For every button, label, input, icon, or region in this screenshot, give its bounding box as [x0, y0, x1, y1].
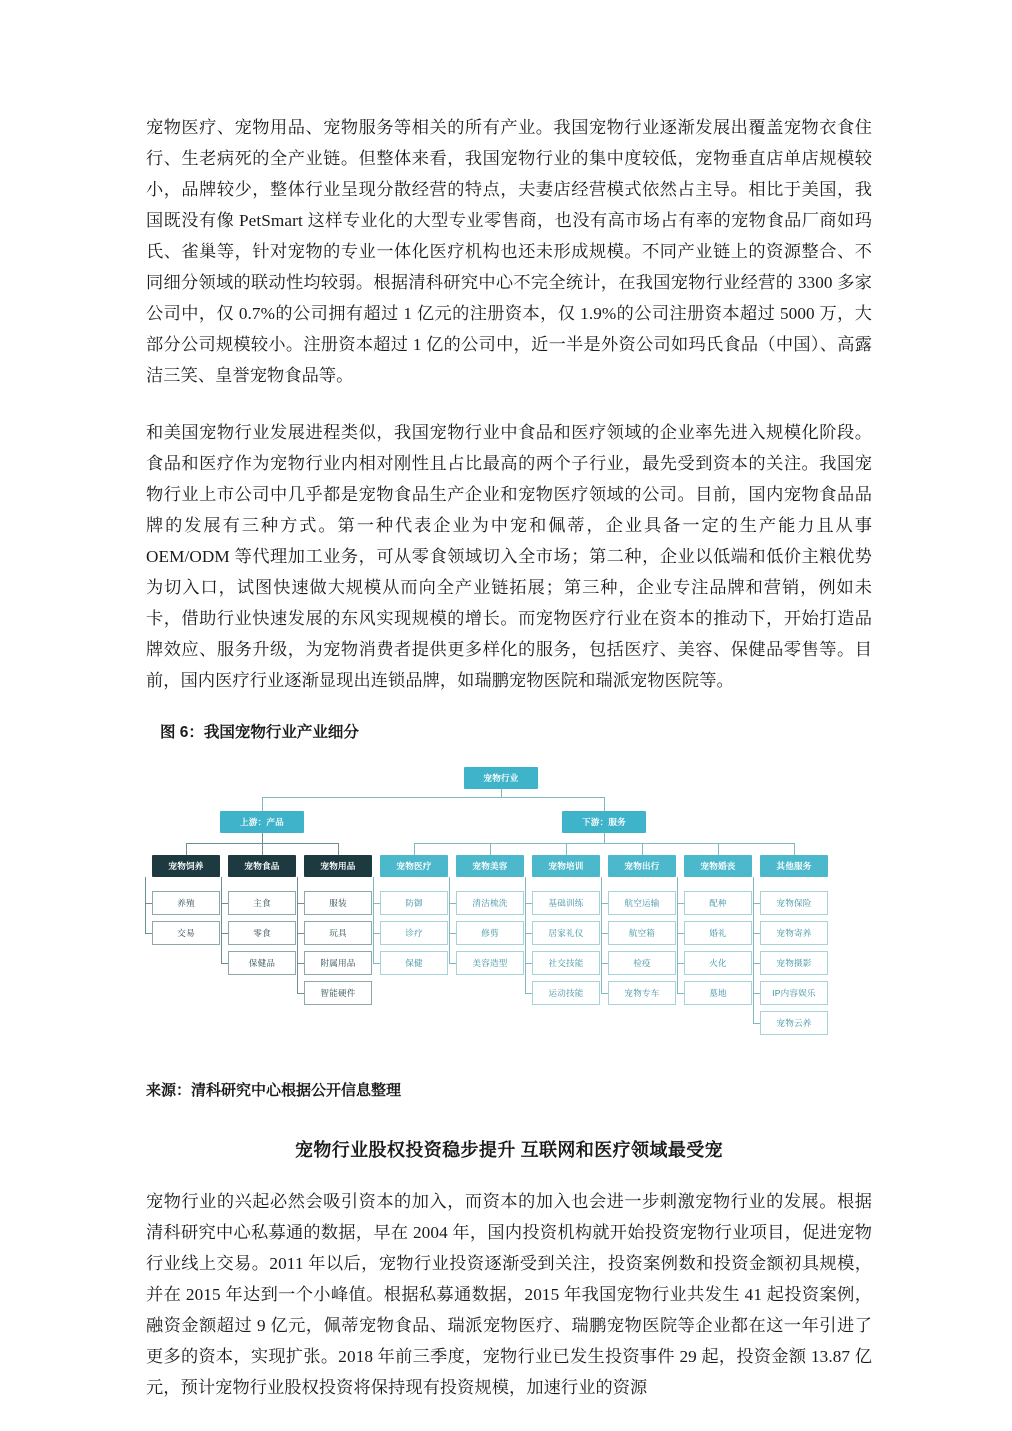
- connector-to-category: [566, 843, 567, 855]
- connector-category-spine: [677, 877, 678, 993]
- diagram-leaf-2-3: 保健品: [228, 951, 296, 975]
- diagram-leaf-8-4: 墓地: [684, 981, 752, 1005]
- diagram-root-node: 宠物行业: [464, 767, 538, 789]
- paragraph-3: 宠物行业的兴起必然会吸引资本的加入，而资本的加入也会进一步刺激宠物行业的发展。根据清科研究中心私募通的数据，早在 2004 年，国内投资机构就开始投资宠物行业项目，促进宠物行业线上交易。2011 年以后，宠物行业投资逐渐受到关注，投资案例数和投资金额初具规模，并在 2015 年达到一个小峰值。根据私募通数据，2015 年我国宠物行业共发生 41 起投资案例，融资金额超过 9 亿元，佩蒂宠物食品、瑞派宠物医疗、瑞鹏宠物医院等企业都在这一年引进了更多的资本，实现扩张。2018 年前三季度，宠物行业已发生投资事件 29 起，投资金额 13.87 亿元，预计宠物行业股权投资将保持现有投资规模，加速行业的资源: [146, 1192, 872, 1397]
- section-heading: 宠物行业股权投资稳步提升 互联网和医疗领域最受宠: [294, 1140, 724, 1160]
- diagram-leaf-7-2: 航空箱: [608, 921, 676, 945]
- connector-to-leaf: [145, 933, 152, 934]
- connector-to-leaf: [373, 933, 380, 934]
- connector-branch-down: [262, 833, 263, 843]
- connector-to-leaf: [297, 933, 304, 934]
- connector-to-leaf: [601, 993, 608, 994]
- figure-title: 图 6：我国宠物行业产业细分: [160, 724, 359, 741]
- connector-to-leaf: [525, 903, 532, 904]
- diagram-leaf-3-2: 玩具: [304, 921, 372, 945]
- connector-to-leaf: [753, 903, 760, 904]
- connector-category-spine: [449, 877, 450, 963]
- connector-to-leaf: [449, 933, 456, 934]
- connector-to-category: [490, 843, 491, 855]
- diagram-leaf-6-2: 居家礼仪: [532, 921, 600, 945]
- connector-to-leaf: [145, 903, 152, 904]
- diagram-leaf-4-1: 防御: [380, 891, 448, 915]
- connector-to-leaf: [221, 963, 228, 964]
- diagram-category-4: 宠物医疗: [380, 855, 448, 877]
- connector-to-leaf: [525, 963, 532, 964]
- page-content: [146, 112, 872, 1429]
- connector-to-leaf: [525, 933, 532, 934]
- connector-to-leaf: [753, 933, 760, 934]
- diagram-category-2: 宠物食品: [228, 855, 296, 877]
- connector-category-spine: [753, 877, 754, 1023]
- connector-category-spine: [373, 877, 374, 963]
- diagram-canvas: [146, 758, 872, 1068]
- paragraph-1: 宠物医疗、宠物用品、宠物服务等相关的所有产业。我国宠物行业逐渐发展出覆盖宠物衣食住行、生老病死的全产业链。但整体来看，我国宠物行业的集中度较低，宠物垂直店单店规模较小，品牌较少，整体行业呈现分散经营的特点，夫妻店经营模式依然占主导。相比于美国，我国既没有像 PetSmart 这样专业化的大型专业零售商，也没有高市场占有率的宠物食品厂商如玛氏、雀巢等，针对宠物的专业一体化医疗机构也还未形成规模。不同产业链上的资源整合、不同细分领域的联动性均较弱。根据清科研究中心不完全统计，在我国宠物行业经营的 3300 多家公司中，仅 0.7%的公司拥有超过 1 亿元的注册资本，仅 1.9%的公司注册资本超过 5000 万，大部分公司规模较小。注册资本超过 1 亿的公司中，近一半是外资公司如玛氏食品（中国）、高露洁三笑、皇誉宠物食品等。: [146, 118, 872, 385]
- connector-to-category: [338, 843, 339, 855]
- connector-to-category: [718, 843, 719, 855]
- diagram-branch-upstream: 上游：产品: [220, 811, 304, 833]
- diagram-leaf-9-1: 宠物保险: [760, 891, 828, 915]
- connector-to-leaf: [677, 903, 684, 904]
- diagram-leaf-7-3: 检疫: [608, 951, 676, 975]
- connector-to-leaf: [373, 963, 380, 964]
- connector-to-leaf: [677, 993, 684, 994]
- connector-root-bus: [262, 797, 604, 798]
- diagram-leaf-6-3: 社交技能: [532, 951, 600, 975]
- connector-to-category: [262, 843, 263, 855]
- connector-to-leaf: [753, 963, 760, 964]
- diagram-leaf-7-4: 宠物专车: [608, 981, 676, 1005]
- diagram-leaf-4-2: 诊疗: [380, 921, 448, 945]
- diagram-leaf-3-4: 智能硬件: [304, 981, 372, 1005]
- diagram-category-7: 宠物出行: [608, 855, 676, 877]
- connector-to-leaf: [297, 903, 304, 904]
- connector-to-leaf: [601, 963, 608, 964]
- connector-to-leaf: [677, 933, 684, 934]
- diagram-category-3: 宠物用品: [304, 855, 372, 877]
- diagram-leaf-8-2: 婚礼: [684, 921, 752, 945]
- diagram-leaf-6-4: 运动技能: [532, 981, 600, 1005]
- diagram-branch-downstream: 下游：服务: [562, 811, 646, 833]
- connector-to-leaf: [601, 903, 608, 904]
- diagram-category-8: 宠物婚丧: [684, 855, 752, 877]
- connector-category-spine: [221, 877, 222, 963]
- connector-to-category: [414, 843, 415, 855]
- diagram-leaf-3-3: 附属用品: [304, 951, 372, 975]
- diagram-leaf-5-2: 修剪: [456, 921, 524, 945]
- connector-to-leaf: [525, 993, 532, 994]
- connector-to-category: [642, 843, 643, 855]
- diagram-leaf-9-4: IP内容娱乐: [760, 981, 828, 1005]
- figure-source-note: 来源：清科研究中心根据公开信息整理: [146, 1082, 402, 1099]
- diagram-leaf-5-1: 清洁梳洗: [456, 891, 524, 915]
- connector-to-leaf: [221, 933, 228, 934]
- connector-to-leaf: [449, 903, 456, 904]
- connector-to-leaf: [677, 963, 684, 964]
- connector-category-bus: [414, 843, 794, 844]
- connector-to-leaf: [753, 993, 760, 994]
- diagram-leaf-9-3: 宠物摄影: [760, 951, 828, 975]
- diagram-leaf-3-1: 服装: [304, 891, 372, 915]
- connector-category-spine: [145, 877, 146, 933]
- connector-to-leaf: [221, 903, 228, 904]
- figure-industry-chain: [146, 758, 872, 1068]
- connector-to-leaf: [601, 933, 608, 934]
- connector-root-down: [501, 789, 502, 797]
- connector-to-leaf: [297, 963, 304, 964]
- diagram-leaf-8-3: 火化: [684, 951, 752, 975]
- diagram-category-6: 宠物培训: [532, 855, 600, 877]
- diagram-leaf-6-1: 基础训练: [532, 891, 600, 915]
- diagram-leaf-9-5: 宠物云养: [760, 1011, 828, 1035]
- connector-to-upstream: [262, 797, 263, 811]
- diagram-leaf-2-1: 主食: [228, 891, 296, 915]
- connector-to-leaf: [373, 903, 380, 904]
- diagram-leaf-1-1: 养殖: [152, 891, 220, 915]
- diagram-category-1: 宠物饲养: [152, 855, 220, 877]
- diagram-leaf-2-2: 零食: [228, 921, 296, 945]
- connector-to-category: [794, 843, 795, 855]
- diagram-category-5: 宠物美容: [456, 855, 524, 877]
- diagram-leaf-9-2: 宠物寄养: [760, 921, 828, 945]
- connector-to-leaf: [297, 993, 304, 994]
- diagram-leaf-8-1: 配种: [684, 891, 752, 915]
- connector-to-category: [186, 843, 187, 855]
- connector-category-spine: [525, 877, 526, 993]
- diagram-category-9: 其他服务: [760, 855, 828, 877]
- diagram-leaf-5-3: 美容造型: [456, 951, 524, 975]
- connector-category-spine: [297, 877, 298, 993]
- connector-to-leaf: [449, 963, 456, 964]
- connector-branch-down: [604, 833, 605, 843]
- connector-to-leaf: [753, 1023, 760, 1024]
- diagram-leaf-1-2: 交易: [152, 921, 220, 945]
- paragraph-2: 和美国宠物行业发展进程类似，我国宠物行业中食品和医疗领域的企业率先进入规模化阶段。食品和医疗作为宠物行业内相对刚性且占比最高的两个子行业，最先受到资本的关注。我国宠物行业上市公司中几乎都是宠物食品生产企业和宠物医疗领域的公司。目前，国内宠物食品品牌的发展有三种方式。第一种代表企业为中宠和佩蒂，企业具备一定的生产能力且从事 OEM/ODM 等代理加工业务，可从零食领域切入全市场；第二种，企业以低端和低价主粮优势为切入口，试图快速做大规模从而向全产业链拓展；第三种，企业专注品牌和营销，例如未卡，借助行业快速发展的东风实现规模的增长。而宠物医疗行业在资本的推动下，开始打造品牌效应、服务升级，为宠物消费者提供更多样化的服务，包括医疗、美容、保健品零售等。目前，国内医疗行业逐渐显现出连锁品牌，如瑞鹏宠物医院和瑞派宠物医院等。: [146, 423, 872, 690]
- diagram-leaf-7-1: 航空运输: [608, 891, 676, 915]
- connector-category-spine: [601, 877, 602, 993]
- connector-to-downstream: [604, 797, 605, 811]
- diagram-leaf-4-3: 保健: [380, 951, 448, 975]
